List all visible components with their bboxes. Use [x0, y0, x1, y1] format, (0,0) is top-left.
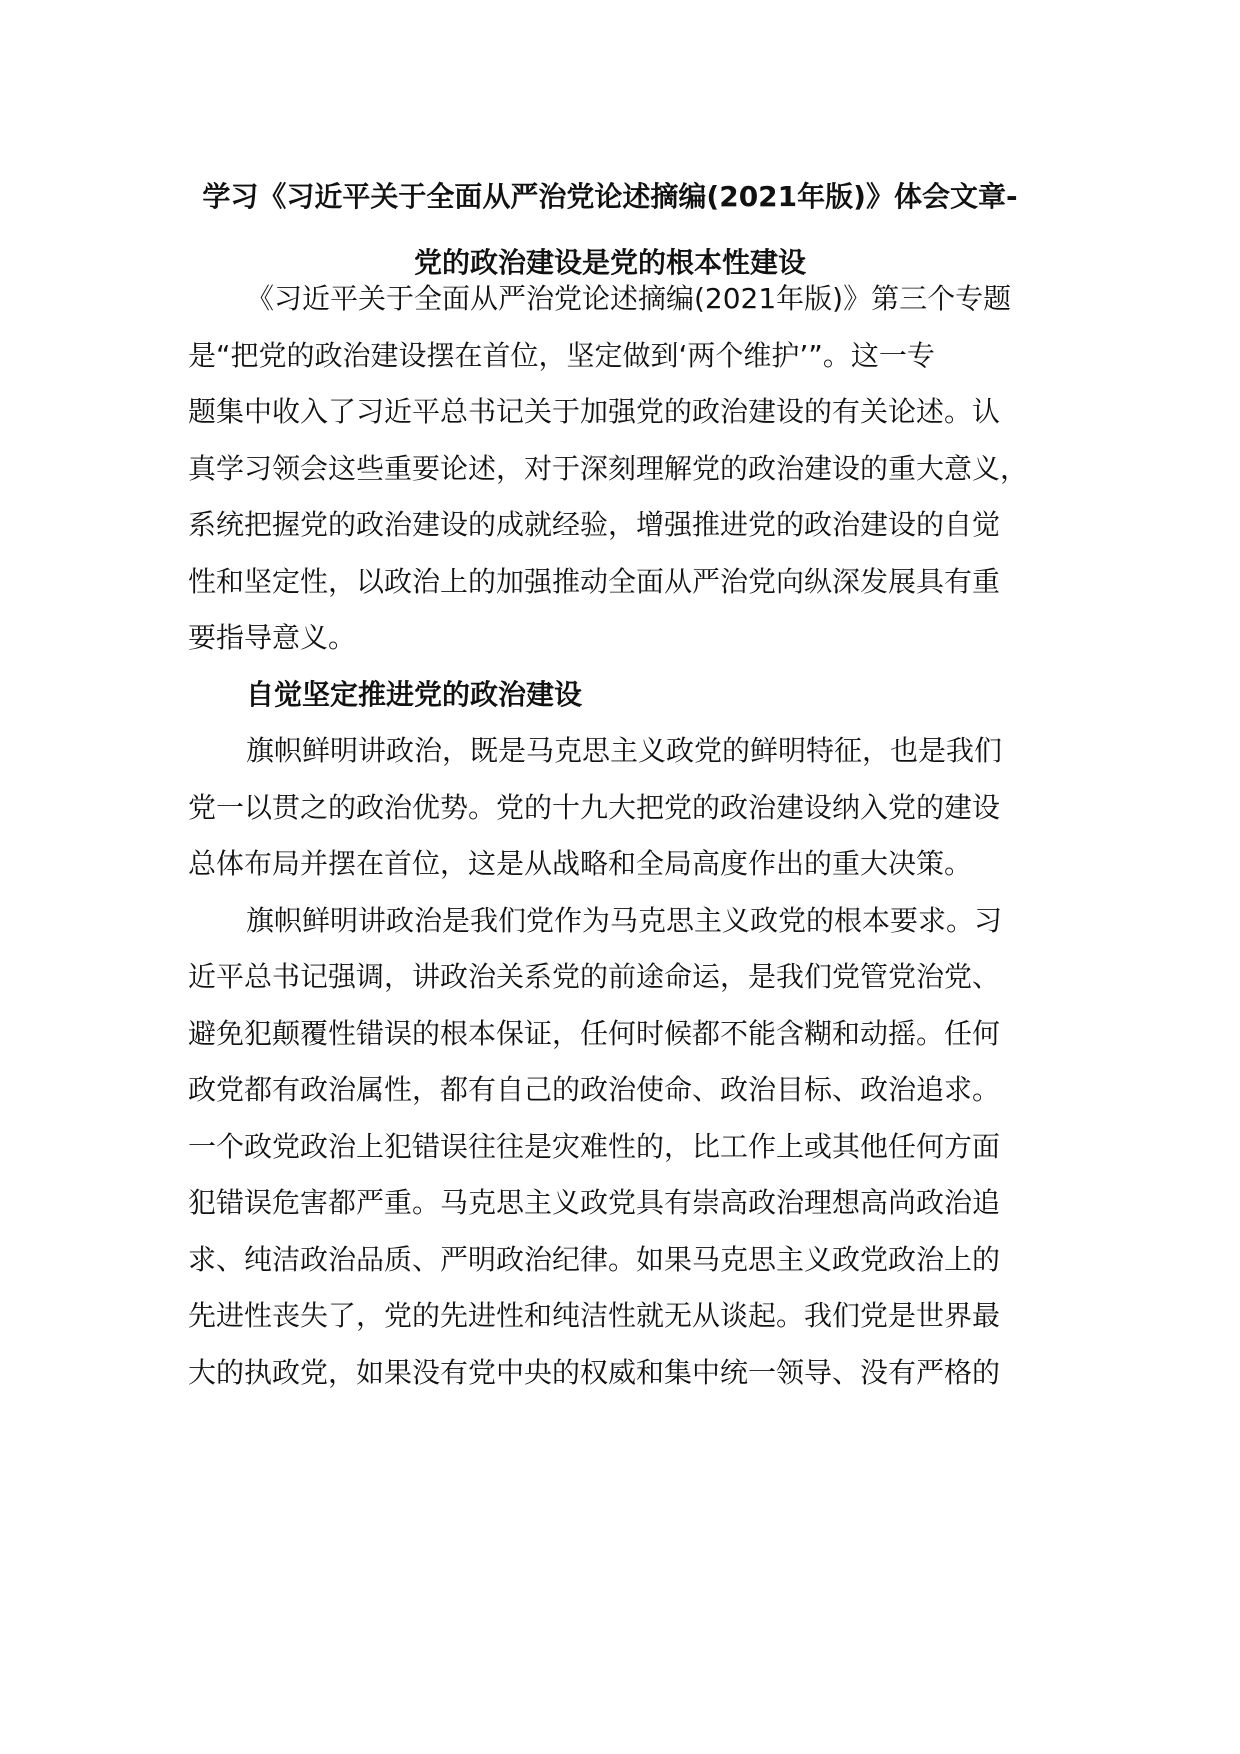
paragraph-3-line-2: 近平总书记强调，讲政治关系党的前途命运，是我们党管党治党、	[188, 960, 1001, 993]
paragraph-1-line-4: 真学习领会这些重要论述，对于深刻理解党的政治建设的重大意义，	[188, 452, 1029, 485]
section-heading: 自觉坚定推进党的政治建设	[246, 678, 583, 711]
paragraph-3-line-1: 旗帜鲜明讲政治是我们党作为马克思主义政党的根本要求。习	[246, 904, 1003, 937]
paragraph-1-line-2: 是“把党的政治建设摆在首位，坚定做到‘两个维护’”。这一专	[188, 339, 935, 372]
paragraph-1-line-6: 性和坚定性，以政治上的加强推动全面从严治党向纵深发展具有重	[188, 565, 1001, 598]
paragraph-3-line-9: 大的执政党，如果没有党中央的权威和集中统一领导、没有严格的	[188, 1356, 1001, 1389]
paragraph-2-line-1: 旗帜鲜明讲政治，既是马克思主义政党的鲜明特征，也是我们	[246, 734, 1003, 767]
paragraph-1-line-1: 《习近平关于全面从严治党论述摘编(2021年版)》第三个专题	[246, 282, 1012, 315]
paragraph-2-line-3: 总体布局并摆在首位，这是从战略和全局高度作出的重大决策。	[188, 847, 973, 880]
paragraph-3-line-8: 先进性丧失了，党的先进性和纯洁性就无从谈起。我们党是世界最	[188, 1299, 1001, 1332]
paragraph-3-line-7: 求、纯洁政治品质、严明政治纪律。如果马克思主义政党政治上的	[188, 1243, 1001, 1276]
paragraph-3-line-5: 一个政党政治上犯错误往往是灾难性的，比工作上或其他任何方面	[188, 1130, 1001, 1163]
paragraph-2-line-2: 党一以贯之的政治优势。党的十九大把党的政治建设纳入党的建设	[188, 791, 1001, 824]
document-title-line-1: 学习《习近平关于全面从严治党论述摘编(2021年版)》体会文章-	[202, 180, 1018, 213]
paragraph-1-line-7: 要指导意义。	[188, 621, 357, 654]
paragraph-1-line-5: 系统把握党的政治建设的成就经验，增强推进党的政治建设的自觉	[188, 508, 1001, 541]
paragraph-3-line-4: 政党都有政治属性，都有自己的政治使命、政治目标、政治追求。	[188, 1073, 1001, 1106]
document-title-line-2: 党的政治建设是党的根本性建设	[413, 246, 806, 279]
paragraph-3-line-3: 避免犯颠覆性错误的根本保证，任何时候都不能含糊和动摇。任何	[188, 1017, 1001, 1050]
paragraph-1-line-3: 题集中收入了习近平总书记关于加强党的政治建设的有关论述。认	[188, 395, 1001, 428]
paragraph-3-line-6: 犯错误危害都严重。马克思主义政党具有崇高政治理想高尚政治追	[188, 1186, 1001, 1219]
